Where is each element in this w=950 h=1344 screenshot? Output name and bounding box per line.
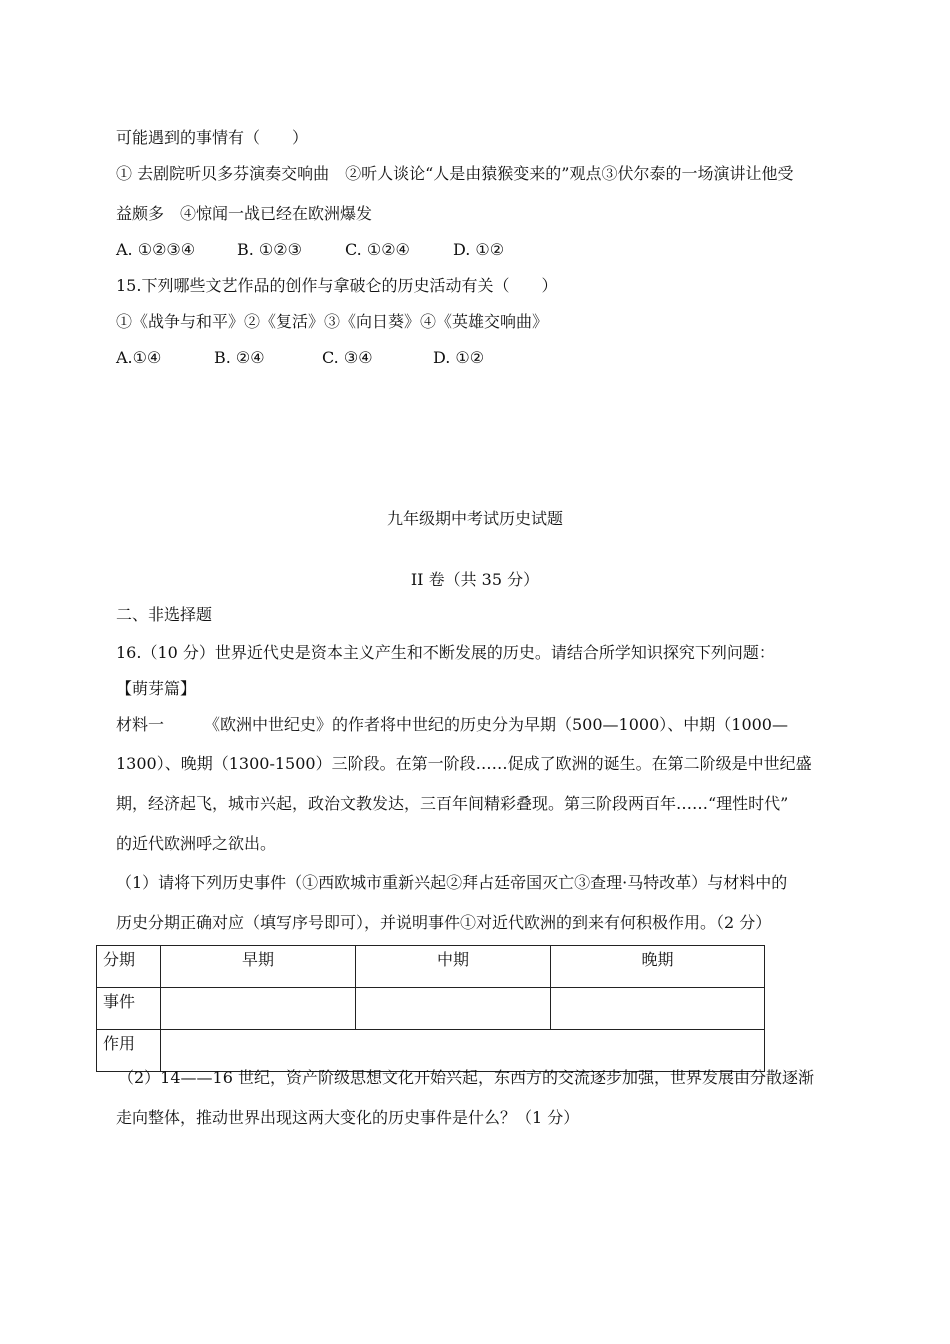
- q14-options: [116, 240, 504, 260]
- q16-material-line1: 材料一 《欧洲中世纪史》的作者将中世纪的历史分为早期（500—1000）、中期（1000—: [116, 715, 788, 734]
- table-row: [97, 1030, 765, 1072]
- answer-cell-effect[interactable]: [161, 1030, 765, 1072]
- part-title: II 卷（共 35 分）: [410, 570, 540, 589]
- table-row: [97, 946, 765, 988]
- q15-options: [116, 348, 484, 368]
- q16-sub1-line2: 历史分期正确对应（填写序号即可），并说明事件①对近代欧洲的到来有何积极作用。（2 分）: [116, 913, 772, 932]
- q16-sub1-line1: （1）请将下列历史事件（①西欧城市重新兴起②拜占廷帝国灭亡③查理·马特改革）与材料中的: [116, 873, 788, 892]
- q16-sub2-line1: （2）14——16 世纪，资产阶级思想文化开始兴起，东西方的交流逐步加强，世界发展由分散逐渐: [118, 1068, 814, 1087]
- answer-cell-middle[interactable]: [356, 988, 551, 1030]
- table-row: [97, 988, 765, 1030]
- table-row-label-event: 事件: [97, 988, 161, 1030]
- q16-material-line3: 期，经济起飞，城市兴起，政治文教发达，三百年间精彩叠现。第三阶段两百年……“理性时代”: [116, 794, 789, 813]
- answer-cell-late[interactable]: [551, 988, 765, 1030]
- q15-option-a: A.①④: [116, 348, 162, 367]
- q15-items: ①《战争与和平》②《复活》③《向日葵》④《英雄交响曲》: [116, 312, 549, 331]
- q14-option-c: C. ①②④: [345, 240, 410, 259]
- q14-option-a: A. ①②③④: [116, 240, 196, 259]
- table-header-early: 早期: [161, 946, 356, 988]
- q16-sub2-line2: 走向整体，推动世界出现这两大变化的历史事件是什么？（1 分）: [116, 1108, 580, 1127]
- q15-option-b: B. ②④: [214, 348, 265, 367]
- q15-option-c: C. ③④: [322, 348, 373, 367]
- q14-stem-tail: 可能遇到的事情有（ ）: [116, 128, 309, 147]
- table-header-middle: 中期: [356, 946, 551, 988]
- section-heading: 二、非选择题: [116, 605, 213, 624]
- q16-material-line2: 1300）、晚期（1300-1500）三阶段。在第一阶段……促成了欧洲的诞生。在第二阶级是中世纪盛: [116, 754, 812, 773]
- q14-option-b: B. ①②③: [237, 240, 302, 259]
- table-header-late: 晚期: [551, 946, 765, 988]
- exam-title: 九年级期中考试历史试题: [386, 509, 563, 528]
- q14-items-line2: 益颇多 ④惊闻一战已经在欧洲爆发: [116, 204, 373, 223]
- q15-stem: 15.下列哪些文艺作品的创作与拿破仑的历史活动有关（ ）: [116, 276, 558, 295]
- q14-option-d: D. ①②: [453, 240, 505, 259]
- q16-subheading: 【萌芽篇】: [116, 679, 197, 698]
- q16-material-line4: 的近代欧洲呼之欲出。: [116, 834, 277, 853]
- answer-table: [96, 945, 765, 1072]
- table-row-label-effect: 作用: [97, 1030, 161, 1072]
- q16-stem: 16.（10 分）世界近代史是资本主义产生和不断发展的历史。请结合所学知识探究下列问题：: [116, 643, 775, 662]
- table-header-period: 分期: [97, 946, 161, 988]
- q15-option-d: D. ①②: [433, 348, 485, 367]
- answer-cell-early[interactable]: [161, 988, 356, 1030]
- q14-items-line1: ① 去剧院听贝多芬演奏交响曲 ②听人谈论“人是由猿猴变来的”观点③伏尔泰的一场演讲让他受: [116, 164, 794, 183]
